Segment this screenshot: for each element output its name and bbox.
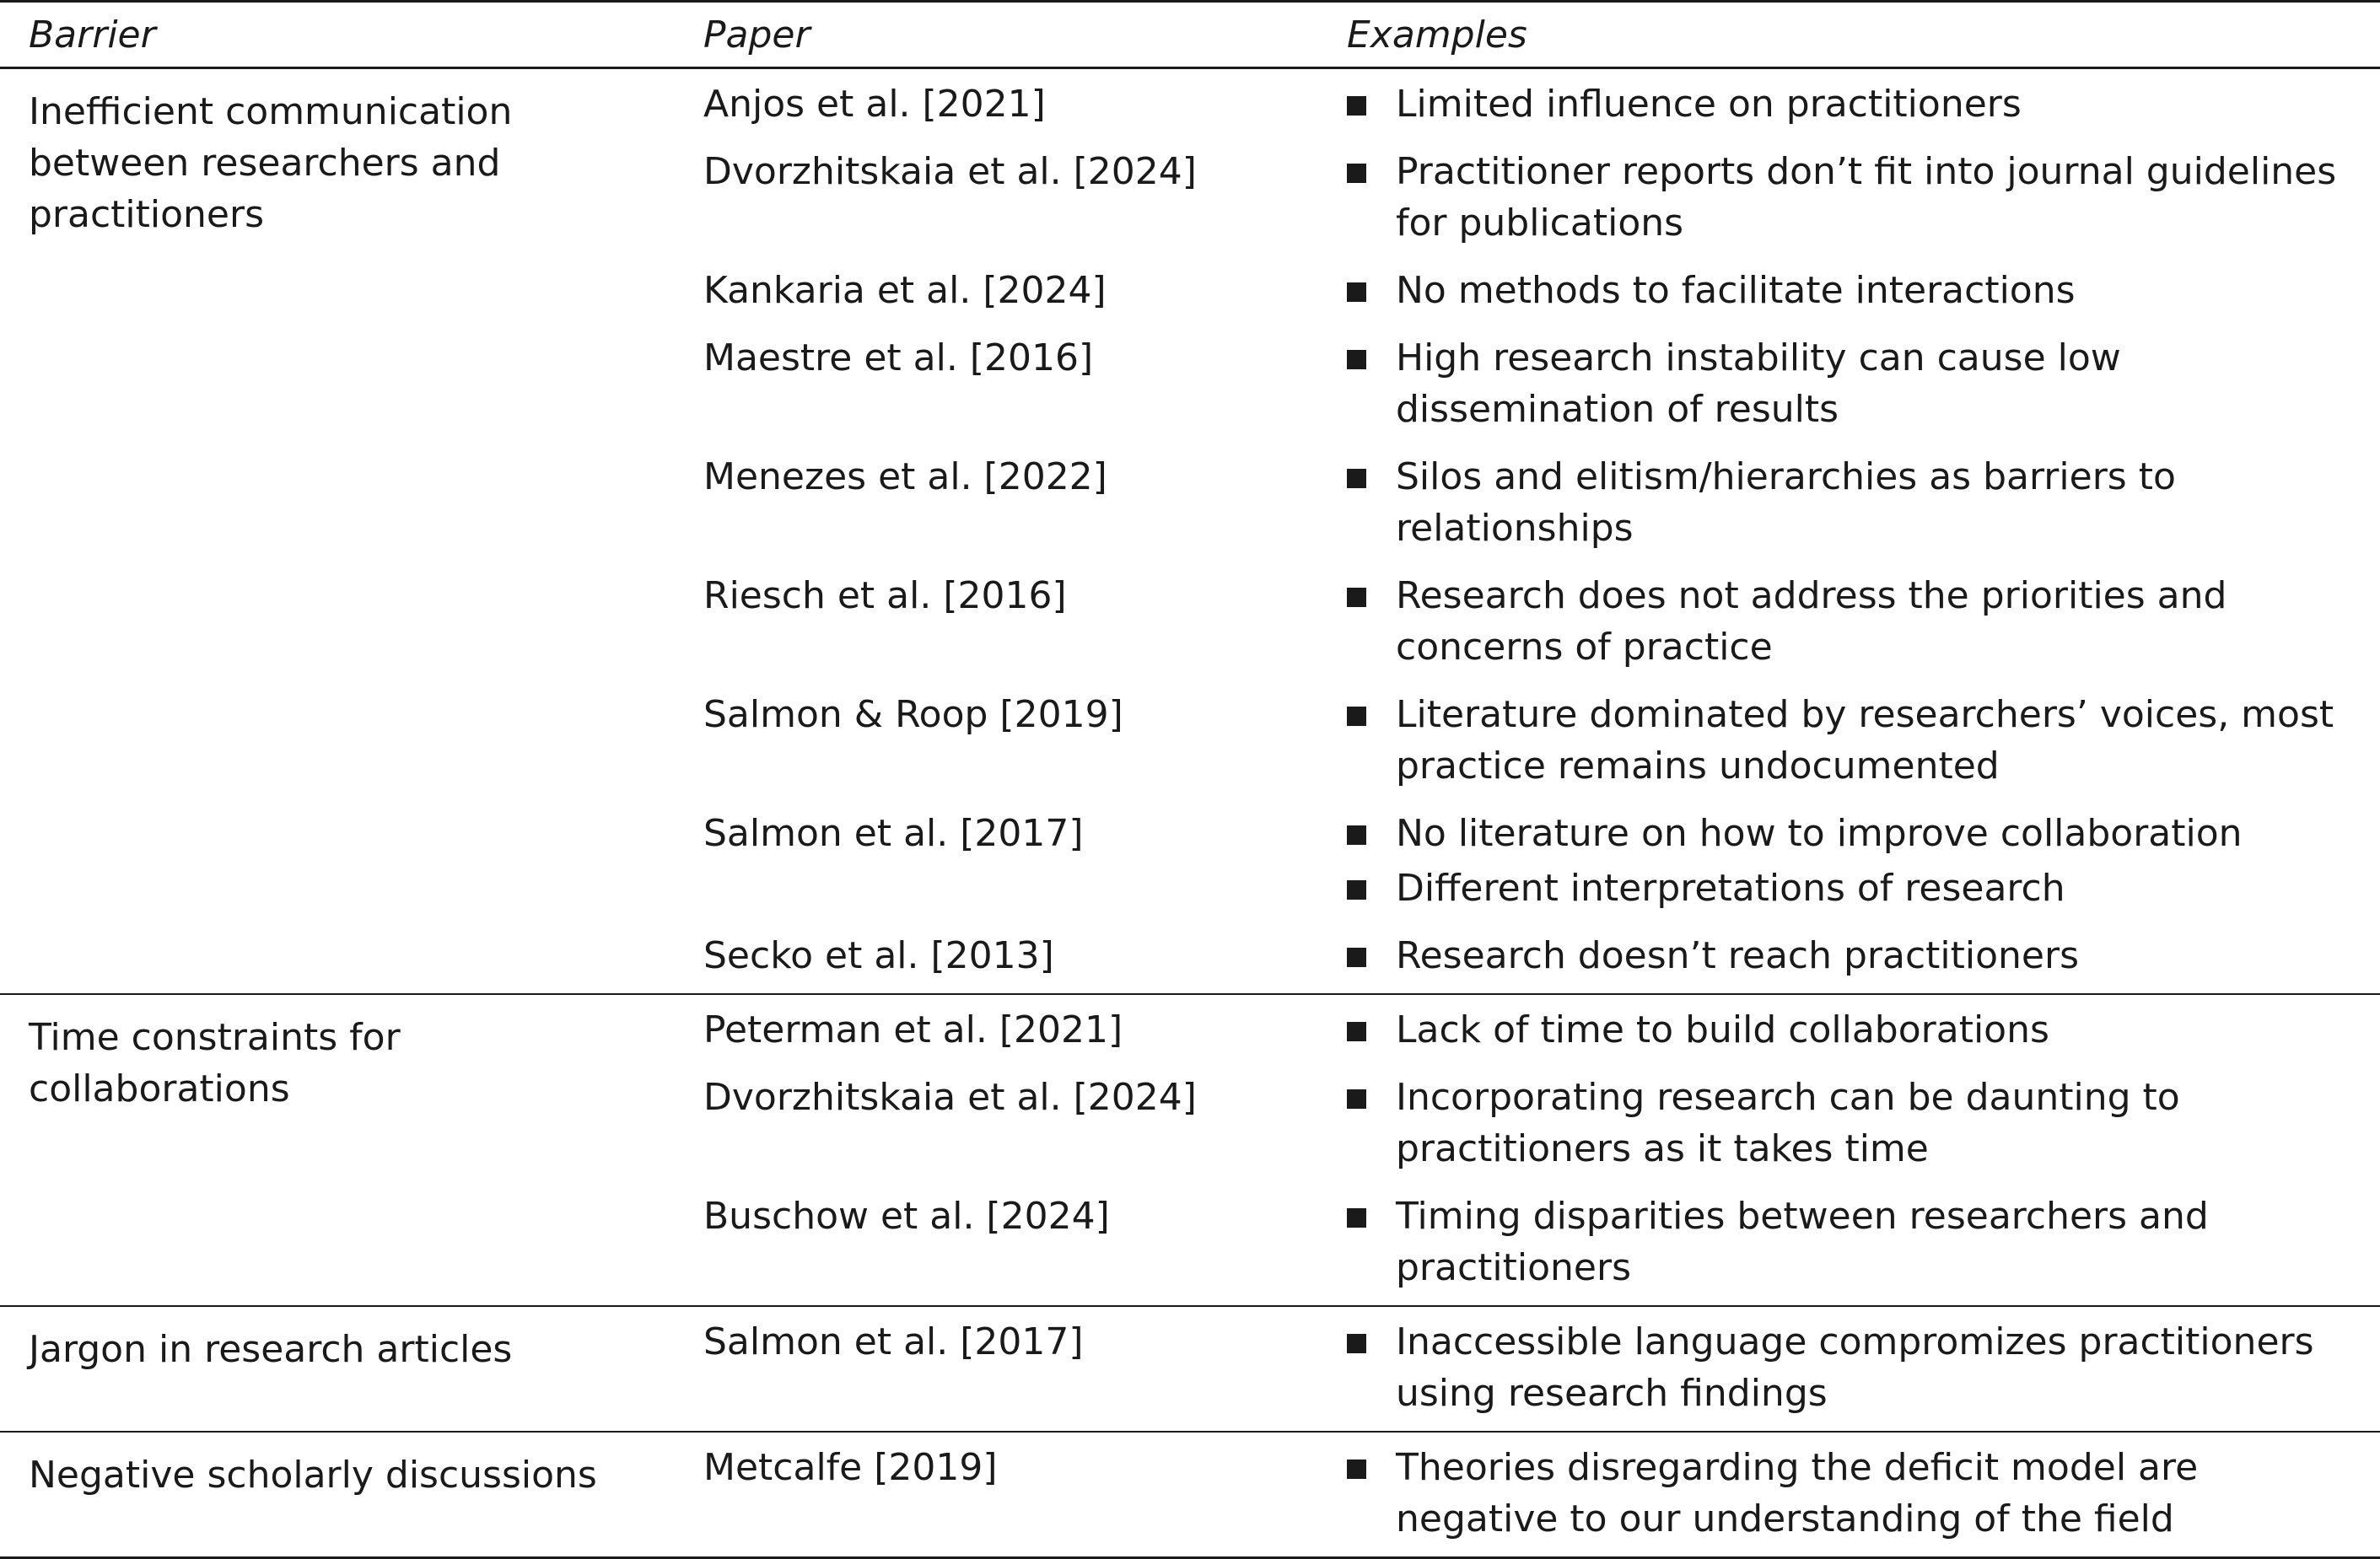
square-bullet-icon (1347, 1208, 1366, 1228)
table-row (0, 994, 2380, 1072)
example-text: Silos and elitism/hierarchies as barriers to relationships (1396, 455, 2176, 550)
example-text: Lack of time to build collaborations (1396, 1008, 2049, 1051)
examples-list (1347, 1072, 2363, 1175)
example-text: No literature on how to improve collaboration (1396, 812, 2243, 855)
barrier-group (0, 1432, 2380, 1558)
examples-list (1347, 689, 2363, 792)
paper-cell: Peterman et al. [2021] (703, 1008, 1123, 1051)
examples-list (1347, 146, 2363, 249)
square-bullet-icon (1347, 880, 1366, 900)
table-row (0, 68, 2380, 147)
example-text: No methods to facilitate interactions (1396, 269, 2076, 312)
examples-cell (1318, 994, 2380, 1072)
paper-cell: Maestre et al. [2016] (703, 336, 1094, 379)
table-row (0, 1432, 2380, 1558)
examples-cell (1318, 689, 2380, 808)
example-text: Research doesn’t reach practitioners (1396, 934, 2080, 977)
example-item (1347, 1191, 2363, 1293)
paper-cell: Salmon et al. [2017] (703, 812, 1084, 855)
barrier-label: Jargon in research articles (29, 1328, 513, 1371)
barrier-label: Time constraints for collaborations (29, 1016, 401, 1110)
example-text: Different interpretations of research (1396, 867, 2065, 910)
paper-cell: Metcalfe [2019] (703, 1446, 998, 1489)
examples-list (1347, 570, 2363, 673)
example-item (1347, 332, 2363, 435)
paper-cell: Buschow et al. [2024] (703, 1195, 1110, 1238)
paper-cell: Kankaria et al. [2024] (703, 269, 1107, 312)
example-item (1347, 689, 2363, 792)
square-bullet-icon (1347, 164, 1366, 183)
paper-cell: Anjos et al. [2021] (703, 83, 1046, 126)
examples-list (1347, 1442, 2363, 1545)
example-text: Limited influence on practitioners (1396, 83, 2022, 126)
example-item (1347, 1442, 2363, 1545)
example-item (1347, 570, 2363, 673)
paper-cell: Secko et al. [2013] (703, 934, 1054, 977)
paper-cell: Menezes et al. [2022] (703, 455, 1107, 498)
examples-list (1347, 451, 2363, 554)
example-text: Incorporating research can be daunting to practitioners as it takes time (1396, 1076, 2180, 1170)
example-item (1347, 265, 2363, 316)
square-bullet-icon (1347, 588, 1366, 607)
header-paper: Paper (675, 2, 1318, 68)
paper-cell: Salmon et al. [2017] (703, 1320, 1084, 1363)
examples-cell (1318, 68, 2380, 147)
example-text: Inaccessible language compromizes practitioners using research findings (1396, 1320, 2314, 1415)
example-text: Timing disparities between researchers and practitioners (1396, 1195, 2209, 1289)
square-bullet-icon (1347, 707, 1366, 726)
square-bullet-icon (1347, 948, 1366, 967)
barrier-group (0, 994, 2380, 1306)
paper-cell: Dvorzhitskaia et al. [2024] (703, 150, 1197, 193)
square-bullet-icon (1347, 469, 1366, 488)
examples-list (1347, 332, 2363, 435)
examples-cell (1318, 451, 2380, 570)
example-item (1347, 863, 2363, 914)
examples-list (1347, 1004, 2363, 1056)
barrier-group (0, 1306, 2380, 1432)
square-bullet-icon (1347, 96, 1366, 116)
example-text: Research does not address the priorities and concerns of practice (1396, 574, 2227, 669)
example-item (1347, 78, 2363, 130)
examples-list (1347, 1191, 2363, 1293)
barrier-cell (0, 68, 675, 995)
examples-list (1347, 265, 2363, 316)
square-bullet-icon (1347, 1460, 1366, 1479)
examples-cell (1318, 1306, 2380, 1432)
example-item (1347, 1072, 2363, 1175)
example-text: Literature dominated by researchers’ voices, most practice remains undocumented (1396, 693, 2334, 788)
square-bullet-icon (1347, 825, 1366, 845)
header-row (0, 2, 2380, 68)
example-item (1347, 1316, 2363, 1419)
table-header (0, 2, 2380, 68)
paper-cell: Salmon & Roop [2019] (703, 693, 1123, 736)
barrier-label: Inefficient communication between researchers and practitioners (29, 90, 513, 236)
examples-cell (1318, 570, 2380, 689)
examples-list (1347, 808, 2363, 914)
examples-cell (1318, 1432, 2380, 1558)
table-row (0, 1306, 2380, 1432)
square-bullet-icon (1347, 1089, 1366, 1109)
header-examples: Examples (1318, 2, 2380, 68)
barrier-cell (0, 1432, 675, 1558)
examples-cell (1318, 1072, 2380, 1191)
example-text: Practitioner reports don’t fit into journal guidelines for publications (1396, 150, 2337, 245)
examples-list (1347, 1316, 2363, 1419)
examples-cell (1318, 808, 2380, 930)
example-text: High research instability can cause low dissemination of results (1396, 336, 2121, 431)
paper-cell: Riesch et al. [2016] (703, 574, 1067, 617)
example-item (1347, 146, 2363, 249)
examples-list (1347, 78, 2363, 130)
examples-cell (1318, 265, 2380, 332)
examples-cell (1318, 146, 2380, 265)
paper-cell: Dvorzhitskaia et al. [2024] (703, 1076, 1197, 1119)
barrier-cell (0, 994, 675, 1306)
barrier-cell (0, 1306, 675, 1432)
barrier-group (0, 68, 2380, 995)
examples-cell (1318, 332, 2380, 451)
square-bullet-icon (1347, 1022, 1366, 1041)
example-text: Theories disregarding the deficit model are negative to our understanding of the field (1396, 1446, 2199, 1540)
example-item (1347, 1004, 2363, 1056)
barrier-label: Negative scholarly discussions (29, 1454, 597, 1497)
header-barrier: Barrier (0, 2, 675, 68)
example-item (1347, 451, 2363, 554)
examples-cell (1318, 930, 2380, 994)
square-bullet-icon (1347, 282, 1366, 302)
square-bullet-icon (1347, 1334, 1366, 1353)
examples-cell (1318, 1191, 2380, 1306)
example-item (1347, 808, 2363, 859)
square-bullet-icon (1347, 350, 1366, 369)
examples-list (1347, 930, 2363, 981)
example-item (1347, 930, 2363, 981)
